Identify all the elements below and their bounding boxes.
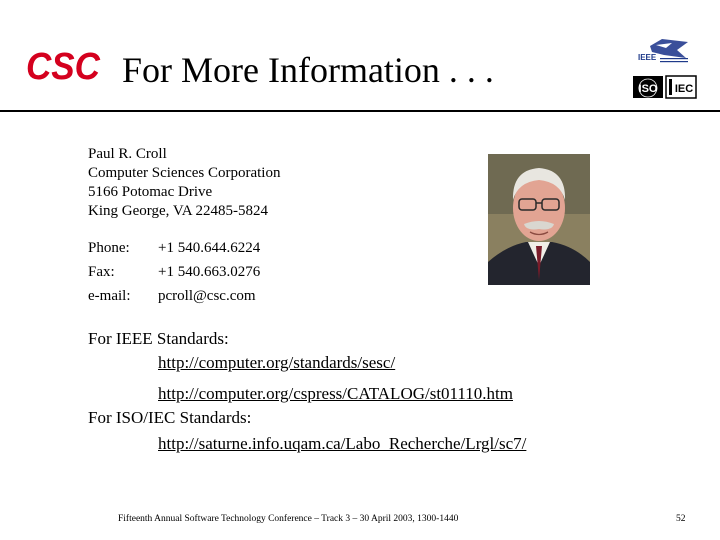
iso-logo-text: ISO <box>638 83 658 95</box>
contact-name: Paul R. Croll <box>88 146 167 162</box>
standards-logos <box>628 36 700 102</box>
iso-logo <box>633 76 663 98</box>
title-divider <box>0 110 720 112</box>
contact-street: 5166 Potomac Drive <box>88 184 213 200</box>
fax-label: Fax: <box>88 264 115 280</box>
iso-iec-standards-heading: For ISO/IEC Standards: <box>88 408 252 427</box>
iec-logo-text: IEC <box>674 83 694 95</box>
footer-text: Fifteenth Annual Software Technology Conference – Track 3 – 30 April 2003, 1300-1440 <box>118 514 459 524</box>
iec-logo <box>666 76 696 98</box>
ieee-link-sesc[interactable]: http://computer.org/standards/sesc/ <box>158 353 396 372</box>
iso-iec-link-sc7[interactable]: http://saturne.info.uqam.ca/Labo_Recherche/Lrgl/sc7/ <box>158 434 527 453</box>
contact-company: Computer Sciences Corporation <box>88 165 281 181</box>
csc-logo <box>26 48 102 84</box>
phone-label: Phone: <box>88 240 130 256</box>
email-value[interactable]: pcroll@csc.com <box>158 288 256 304</box>
page-number: 52 <box>676 514 686 524</box>
phone-value: +1 540.644.6224 <box>158 240 261 256</box>
fax-value: +1 540.663.0276 <box>158 264 261 280</box>
email-label: e-mail: <box>88 288 131 304</box>
csc-logo-text: CSC <box>26 48 101 84</box>
ieee-logo <box>638 39 688 62</box>
ieee-logo-text: IEEE <box>638 53 657 62</box>
ieee-link-catalog[interactable]: http://computer.org/cspress/CATALOG/st01110.htm <box>158 384 513 403</box>
page-title: For More Information . . . <box>122 50 494 90</box>
ieee-standards-heading: For IEEE Standards: <box>88 329 229 348</box>
contact-city: King George, VA 22485-5824 <box>88 203 268 219</box>
portrait-photo <box>488 154 590 285</box>
